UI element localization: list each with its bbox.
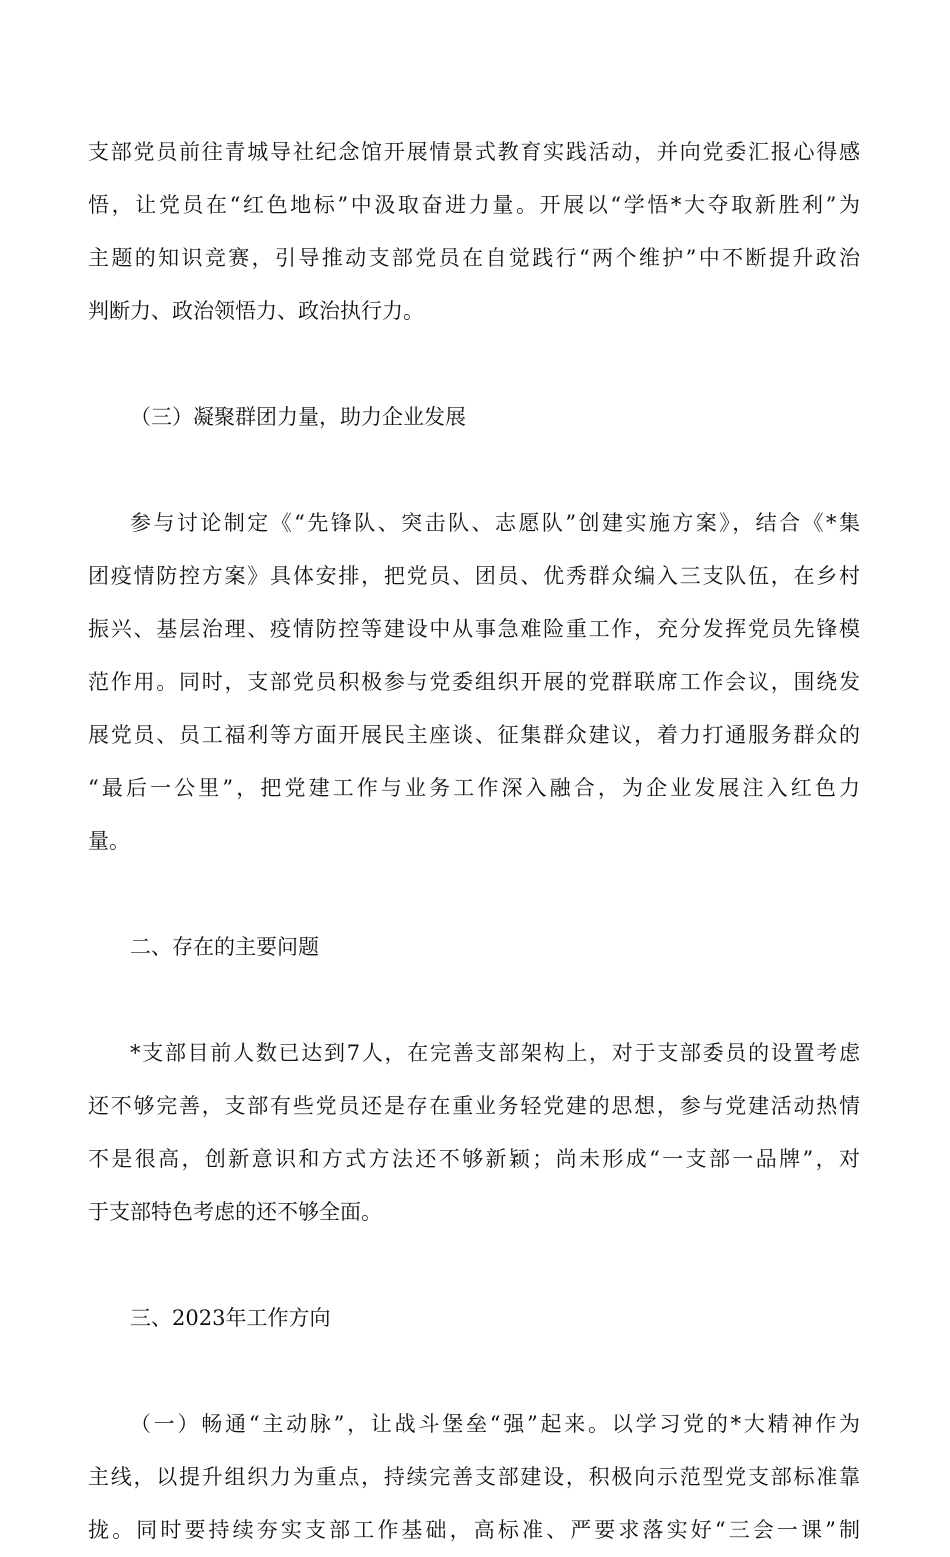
paragraph-line: 不是很高，创新意识和方式方法还不够新颖；尚未形成“一支部一品牌”，对 (88, 1147, 860, 1171)
paragraph-line: 团疫情防控方案》具体安排，把党员、团员、优秀群众编入三支队伍，在乡村 (88, 564, 860, 588)
paragraph-line: 支部党员前往青城导社纪念馆开展情景式教育实践活动，并向党委汇报心得感 (88, 140, 860, 164)
paragraph-line: 振兴、基层治理、疫情防控等建设中从事急难险重工作，充分发挥党员先锋模 (88, 617, 860, 641)
paragraph-line: 主题的知识竞赛，引导推动支部党员在自觉践行“两个维护”中不断提升政治 (88, 246, 860, 270)
paragraph-gap (88, 338, 860, 391)
paragraph-gap (88, 444, 860, 497)
paragraph-line: *支部目前人数已达到7人，在完善支部架构上，对于支部委员的设置考虑 (130, 1041, 860, 1065)
paragraph-gap (88, 974, 860, 1027)
section-heading: （三）凝聚群团力量，助力企业发展 (130, 405, 466, 429)
paragraph-line: 主线，以提升组织力为重点，持续完善支部建设，积极向示范型党支部标准靠 (88, 1465, 860, 1489)
paragraph-line: 判断力、政治领悟力、政治执行力。 (88, 299, 424, 323)
paragraph-gap (88, 1345, 860, 1398)
paragraph-line: 参与讨论制定《“先锋队、突击队、志愿队”创建实施方案》，结合《*集 (130, 511, 860, 535)
document-page (88, 126, 860, 1557)
paragraph-gap (88, 868, 860, 921)
paragraph-line: 还不够完善，支部有些党员还是存在重业务轻党建的思想，参与党建活动热情 (88, 1094, 860, 1118)
paragraph-line: 展党员、员工福利等方面开展民主座谈、征集群众建议，着力打通服务群众的 (88, 723, 860, 747)
paragraph-line: “最后一公里”，把党建工作与业务工作深入融合，为企业发展注入红色力 (88, 776, 860, 800)
section-heading: 二、存在的主要问题 (130, 935, 319, 959)
paragraph-gap (88, 1239, 860, 1292)
paragraph-line: 悟，让党员在“红色地标”中汲取奋进力量。开展以“学悟*大夺取新胜利”为 (88, 193, 860, 217)
paragraph-line: 于支部特色考虑的还不够全面。 (88, 1200, 382, 1224)
paragraph-line: 拢。同时要持续夯实支部工作基础，高标准、严要求落实好“三会一课”制 (88, 1518, 860, 1542)
section-heading: 三、2023年工作方向 (130, 1306, 331, 1330)
paragraph-line: （一）畅通“主动脉”，让战斗堡垒“强”起来。以学习党的*大精神作为 (130, 1412, 860, 1436)
paragraph-line: 范作用。同时，支部党员积极参与党委组织开展的党群联席工作会议，围绕发 (88, 670, 860, 694)
paragraph-line: 量。 (88, 829, 130, 853)
